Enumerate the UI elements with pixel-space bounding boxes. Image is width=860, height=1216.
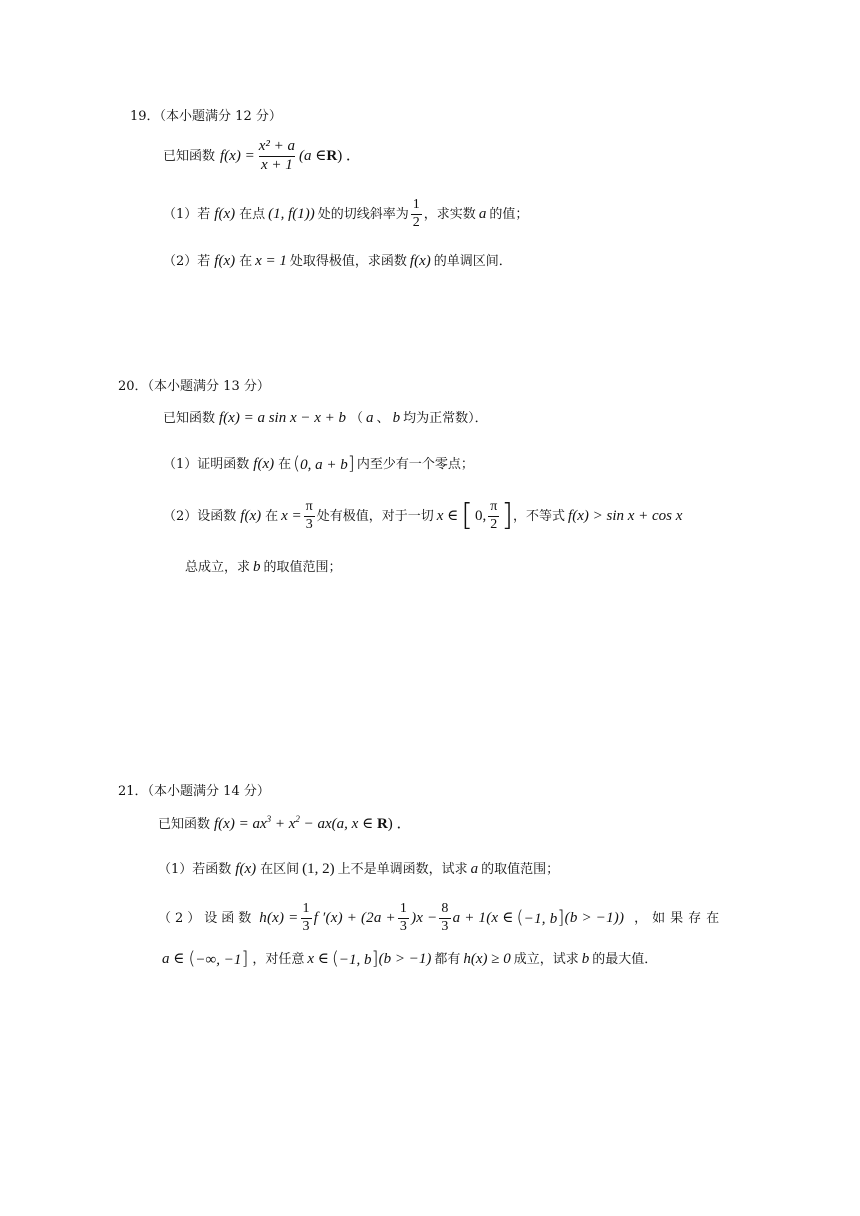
q19-p2-d: 的单调区间． bbox=[433, 254, 512, 269]
q19-p1-c: 处的切线斜率为 bbox=[317, 206, 409, 222]
q20-p2-int-num: π bbox=[490, 499, 498, 514]
q21-p2-f3-den: 3 bbox=[441, 918, 449, 934]
q20-p1-b: 在 bbox=[278, 456, 292, 472]
q21-p2-l2-cond: (b > −1) bbox=[378, 950, 432, 967]
q21-stem bbox=[158, 814, 412, 832]
q21-p1-interval: (1, 2) bbox=[302, 861, 335, 877]
q19-p2-f: f(x) bbox=[214, 253, 236, 269]
q20-p2-a: （2）设函数 bbox=[163, 508, 237, 524]
q21-p2-l2-a-in: a ∈ bbox=[162, 950, 185, 967]
q20-stem-b: 、 bbox=[376, 411, 390, 426]
q21-p2-mid1: f ′(x) + (2a + bbox=[313, 909, 396, 926]
q20-p1-f: f(x) bbox=[253, 455, 275, 472]
q20-p1-interval-text: 0, a + b bbox=[300, 457, 348, 473]
q21-p2-interval: (−1, b] bbox=[516, 907, 565, 929]
q19-p1-b: 在点 bbox=[239, 206, 266, 222]
q20-p2-x-eq: x = bbox=[281, 507, 302, 524]
q19-fraction bbox=[257, 139, 297, 174]
q20-part2-cont bbox=[185, 560, 342, 575]
q19-p1-point: (1, f(1)) bbox=[268, 205, 315, 222]
q19-part1 bbox=[163, 198, 528, 230]
q21-p2-mid3: a + 1(x ∈ bbox=[452, 909, 514, 926]
q21-p2-l2-int2: −1, b bbox=[338, 952, 372, 968]
q21-p2-mid2: )x − bbox=[411, 909, 438, 926]
q21-p2-l2-int: −∞, −1 bbox=[195, 952, 242, 968]
q21-p2-l2-b: ，对任意 bbox=[252, 951, 305, 967]
q21-p1-c: 上不是单调函数，试求 bbox=[337, 862, 468, 877]
q19-part2 bbox=[163, 254, 512, 269]
q20-p2-cont-a: 总成立，求 bbox=[185, 560, 251, 575]
q21-stem-prefix: 已知函数 bbox=[158, 817, 211, 832]
q19-frac-num: x² + a bbox=[258, 138, 295, 154]
q21-p2-l2-e: 的最大值． bbox=[592, 951, 658, 967]
q20-p2-int-fraction bbox=[488, 500, 499, 532]
q21-part2-line2 bbox=[162, 950, 657, 968]
q20-p2-cont-c: 的取值范围； bbox=[263, 560, 342, 575]
q21-p2-l2-interval2: (−1, b] bbox=[331, 948, 379, 969]
q21-p2-frac1 bbox=[301, 902, 312, 934]
q20-stem-a: （ bbox=[350, 411, 364, 426]
q21-func-c: − ax(a, x ∈ bbox=[299, 816, 377, 832]
q21-p2-mid5: (b > −1)) bbox=[564, 909, 625, 926]
q19-p1-a: （1）若 bbox=[163, 206, 211, 222]
q20-func: f(x) = a sin x − x + b bbox=[219, 410, 347, 426]
q21-func-sup1: 3 bbox=[266, 814, 272, 824]
q20-p1-c: 内至少有一个零点； bbox=[356, 456, 474, 472]
q19-func-lhs: f(x) = bbox=[220, 147, 255, 164]
q21-p2-l2-var: b bbox=[581, 950, 590, 967]
q19-header: 19．（本小题满分 12 分） bbox=[130, 109, 282, 124]
q20-p2-d: ，不等式 bbox=[513, 508, 566, 524]
q20-p2-x-in: x ∈ bbox=[436, 507, 459, 524]
q21-p2-h: h(x) = bbox=[259, 909, 299, 926]
q21-p2-l2-interval: (−∞, −1] bbox=[188, 948, 249, 969]
q19-domain-open: (a ∈ bbox=[298, 147, 327, 164]
q20-part1 bbox=[163, 455, 474, 473]
q19-p2-x: x = 1 bbox=[255, 253, 287, 269]
q20-p2-b: 在 bbox=[265, 508, 279, 524]
q21-part1 bbox=[158, 862, 559, 877]
q21-header: 21．（本小题满分 14 分） bbox=[118, 784, 270, 799]
q20-p2-pi-fraction bbox=[304, 500, 315, 532]
q19-frac-den: x + 1 bbox=[260, 156, 293, 173]
q20-p2-c: 处有极值，对于一切 bbox=[316, 508, 434, 524]
q20-header: 20．（本小题满分 13 分） bbox=[118, 379, 270, 394]
q21-p2-frac3 bbox=[439, 902, 450, 934]
q21-p2-f2-num: 1 bbox=[399, 901, 408, 916]
q20-p2-lbracket: [ bbox=[461, 498, 473, 534]
q20-p2-rbracket: ] bbox=[501, 498, 514, 534]
q21-func bbox=[214, 814, 412, 832]
q21-p1-var: a bbox=[470, 861, 479, 877]
q21-p1-b: 在区间 bbox=[260, 862, 300, 877]
q20-var-b: b bbox=[392, 410, 401, 426]
q21-part2 bbox=[158, 902, 724, 934]
q19-p1-f: f(x) bbox=[214, 205, 236, 222]
q19-p1-frac-num: 1 bbox=[412, 197, 420, 212]
q21-p2-f1-num: 1 bbox=[302, 901, 310, 916]
q21-p2-frac2 bbox=[398, 902, 409, 934]
q19-domain-R: R bbox=[326, 147, 338, 164]
q21-p1-f: f(x) bbox=[235, 861, 257, 877]
q21-func-R: R bbox=[376, 816, 388, 832]
q20-p1-a: （1）证明函数 bbox=[163, 456, 250, 472]
q21-p2-a: （2）设函数 bbox=[158, 910, 256, 926]
q20-part2 bbox=[163, 500, 682, 532]
q19-stem-prefix: 已知函数 bbox=[163, 148, 216, 164]
q21-p2-f1-den: 3 bbox=[302, 918, 310, 934]
q21-func-a: f(x) = ax bbox=[214, 816, 267, 832]
q21-p2-l2-h: h(x) ≥ 0 bbox=[463, 950, 511, 967]
q19-p2-b: 在 bbox=[239, 254, 253, 269]
q21-p1-d: 的取值范围； bbox=[481, 862, 560, 877]
q19-p1-frac-den: 2 bbox=[412, 214, 420, 230]
q21-p1-a: （1）若函数 bbox=[158, 862, 232, 877]
q21-p2-l2-d: 成立，试求 bbox=[513, 951, 579, 967]
q19-p2-c: 处取得极值，求函数 bbox=[289, 254, 407, 269]
q20-stem bbox=[163, 411, 488, 426]
q20-var-a: a bbox=[366, 410, 374, 426]
q21-p2-mid4: −1, b bbox=[523, 911, 558, 928]
q19-p1-d: ，求实数 bbox=[423, 206, 476, 222]
q20-p1-interval: (0, a + b] bbox=[293, 453, 355, 474]
q20-p2-int-den: 2 bbox=[490, 516, 498, 532]
q20-p2-int-left: 0, bbox=[474, 507, 487, 524]
q21-p2-b: ，如果存在 bbox=[634, 910, 725, 926]
q20-p2-pi-den: 3 bbox=[305, 516, 313, 532]
q19-p1-fraction bbox=[411, 198, 422, 230]
q19-p2-a: （2）若 bbox=[163, 254, 211, 269]
q21-p2-l2-x-in: x ∈ bbox=[307, 950, 329, 967]
q19-p1-var-a: a bbox=[478, 205, 487, 222]
q20-stem-prefix: 已知函数 bbox=[163, 411, 216, 426]
q19-p1-e: 的值； bbox=[489, 206, 529, 222]
q21-func-b: + x bbox=[271, 816, 296, 832]
q21-func-d: ) ． bbox=[387, 816, 412, 832]
q21-p2-l2-c: 都有 bbox=[434, 951, 461, 967]
q21-p2-f2-den: 3 bbox=[399, 918, 408, 934]
q19-p2-f2: f(x) bbox=[409, 253, 431, 269]
q20-p2-ineq: f(x) > sin x + cos x bbox=[568, 507, 683, 524]
q19-stem bbox=[163, 139, 361, 174]
q19-domain-close: ) ． bbox=[337, 147, 361, 164]
q20-p2-pi-num: π bbox=[305, 499, 313, 514]
q20-p2-cont-b: b bbox=[253, 559, 261, 575]
q21-func-sup2: 2 bbox=[295, 814, 300, 824]
q20-stem-c: 均为正常数）． bbox=[403, 411, 488, 426]
q21-p2-f3-num: 8 bbox=[441, 901, 449, 916]
q20-p2-f: f(x) bbox=[240, 507, 262, 524]
